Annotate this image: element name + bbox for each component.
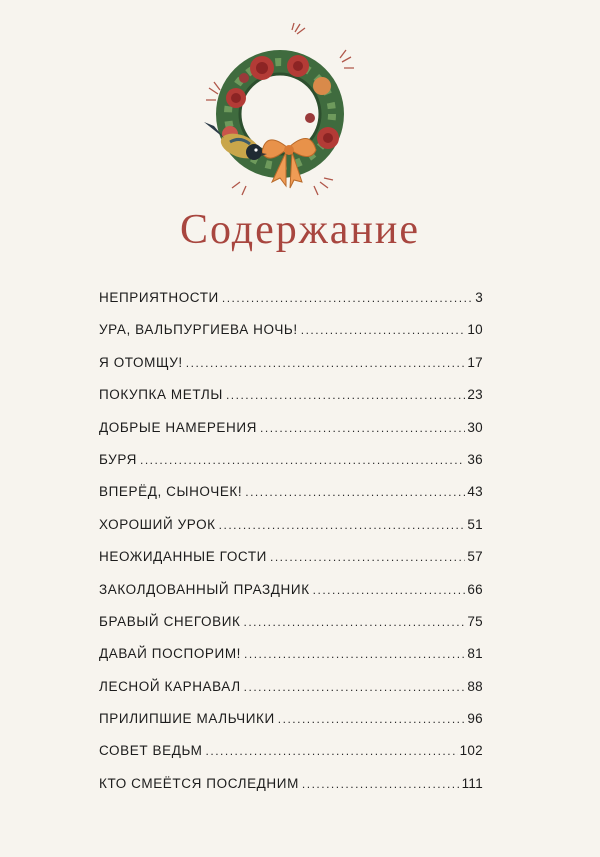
- toc-entry-title: ДАВАЙ ПОСПОРИМ!: [99, 646, 242, 662]
- dot-leader: [244, 615, 466, 629]
- toc-entry: [99, 420, 483, 452]
- toc-entry: [99, 355, 483, 387]
- dot-leader: [186, 356, 466, 370]
- wreath-with-bird-illustration: [200, 22, 360, 200]
- dot-leader: [219, 518, 466, 532]
- toc-entry: [99, 484, 483, 516]
- page-title: Содержание: [179, 207, 421, 253]
- dot-leader: [244, 647, 465, 661]
- toc-entry: [99, 646, 483, 678]
- toc-entry-page: 96: [467, 711, 483, 727]
- toc-entry-title: ХОРОШИЙ УРОК: [99, 516, 216, 532]
- toc-entry-title: БРАВЫЙ СНЕГОВИК: [99, 613, 241, 629]
- toc-entry-page: 88: [467, 678, 483, 694]
- toc-entry: [99, 679, 483, 711]
- toc-entry: [99, 711, 483, 743]
- toc-entry: [99, 776, 483, 808]
- toc-entry-page: 102: [459, 743, 483, 759]
- toc-entry-title: ПРИЛИПШИЕ МАЛЬЧИКИ: [99, 711, 275, 727]
- toc-entry: [99, 452, 483, 484]
- toc-entry-page: 10: [467, 322, 483, 338]
- toc-entry: [99, 614, 483, 646]
- dot-leader: [301, 323, 466, 337]
- toc-entry-page: 36: [467, 451, 483, 467]
- toc-entry-page: 43: [467, 484, 483, 500]
- dot-leader: [313, 583, 466, 597]
- dot-leader: [226, 388, 465, 402]
- toc-entry-page: 30: [467, 419, 483, 435]
- toc-entry: [99, 387, 483, 419]
- dot-leader: [222, 291, 473, 305]
- toc-entry-page: 111: [461, 775, 483, 791]
- toc-entry: [99, 290, 483, 322]
- toc-entry-title: ДОБРЫЕ НАМЕРЕНИЯ: [99, 419, 258, 435]
- dot-leader: [260, 421, 465, 435]
- toc-entry-page: 81: [467, 646, 483, 662]
- toc-entry-page: 3: [475, 290, 483, 305]
- dot-leader: [302, 777, 460, 791]
- dot-leader: [140, 453, 465, 467]
- toc-entry-title: ПОКУПКА МЕТЛЫ: [99, 387, 223, 403]
- toc-entry: [99, 517, 483, 549]
- toc-entry-title: НЕОЖИДАННЫЕ ГОСТИ: [99, 549, 267, 565]
- toc-entry-title: Я ОТОМЩУ!: [99, 354, 183, 370]
- toc-entry-page: 51: [467, 516, 483, 532]
- toc-entry-title: НЕПРИЯТНОСТИ: [99, 290, 219, 305]
- table-of-contents: [99, 290, 483, 808]
- toc-entry-title: СОВЕТ ВЕДЬМ: [99, 743, 203, 759]
- dot-leader: [278, 712, 466, 726]
- toc-entry-title: ЗАКОЛДОВАННЫЙ ПРАЗДНИК: [99, 581, 310, 597]
- toc-entry-title: УРА, ВАЛЬПУРГИЕВА НОЧЬ!: [99, 322, 298, 338]
- toc-entry: [99, 549, 483, 581]
- dot-leader: [244, 680, 466, 694]
- toc-entry-title: ЛЕСНОЙ КАРНАВАЛ: [99, 678, 241, 694]
- toc-entry-title: ВПЕРЁД, СЫНОЧЕК!: [99, 484, 243, 500]
- dot-leader: [206, 744, 458, 758]
- toc-entry-page: 23: [467, 387, 483, 403]
- toc-entry: [99, 743, 483, 775]
- dot-leader: [245, 485, 465, 499]
- toc-entry-page: 75: [467, 613, 483, 629]
- toc-entry-page: 57: [467, 549, 483, 565]
- toc-entry: [99, 322, 483, 354]
- toc-entry-page: 17: [467, 354, 483, 370]
- toc-entry-page: 66: [467, 581, 483, 597]
- toc-entry-title: КТО СМЕЁТСЯ ПОСЛЕДНИМ: [99, 775, 299, 791]
- toc-entry-title: БУРЯ: [99, 451, 137, 467]
- toc-entry: [99, 582, 483, 614]
- dot-leader: [270, 550, 465, 564]
